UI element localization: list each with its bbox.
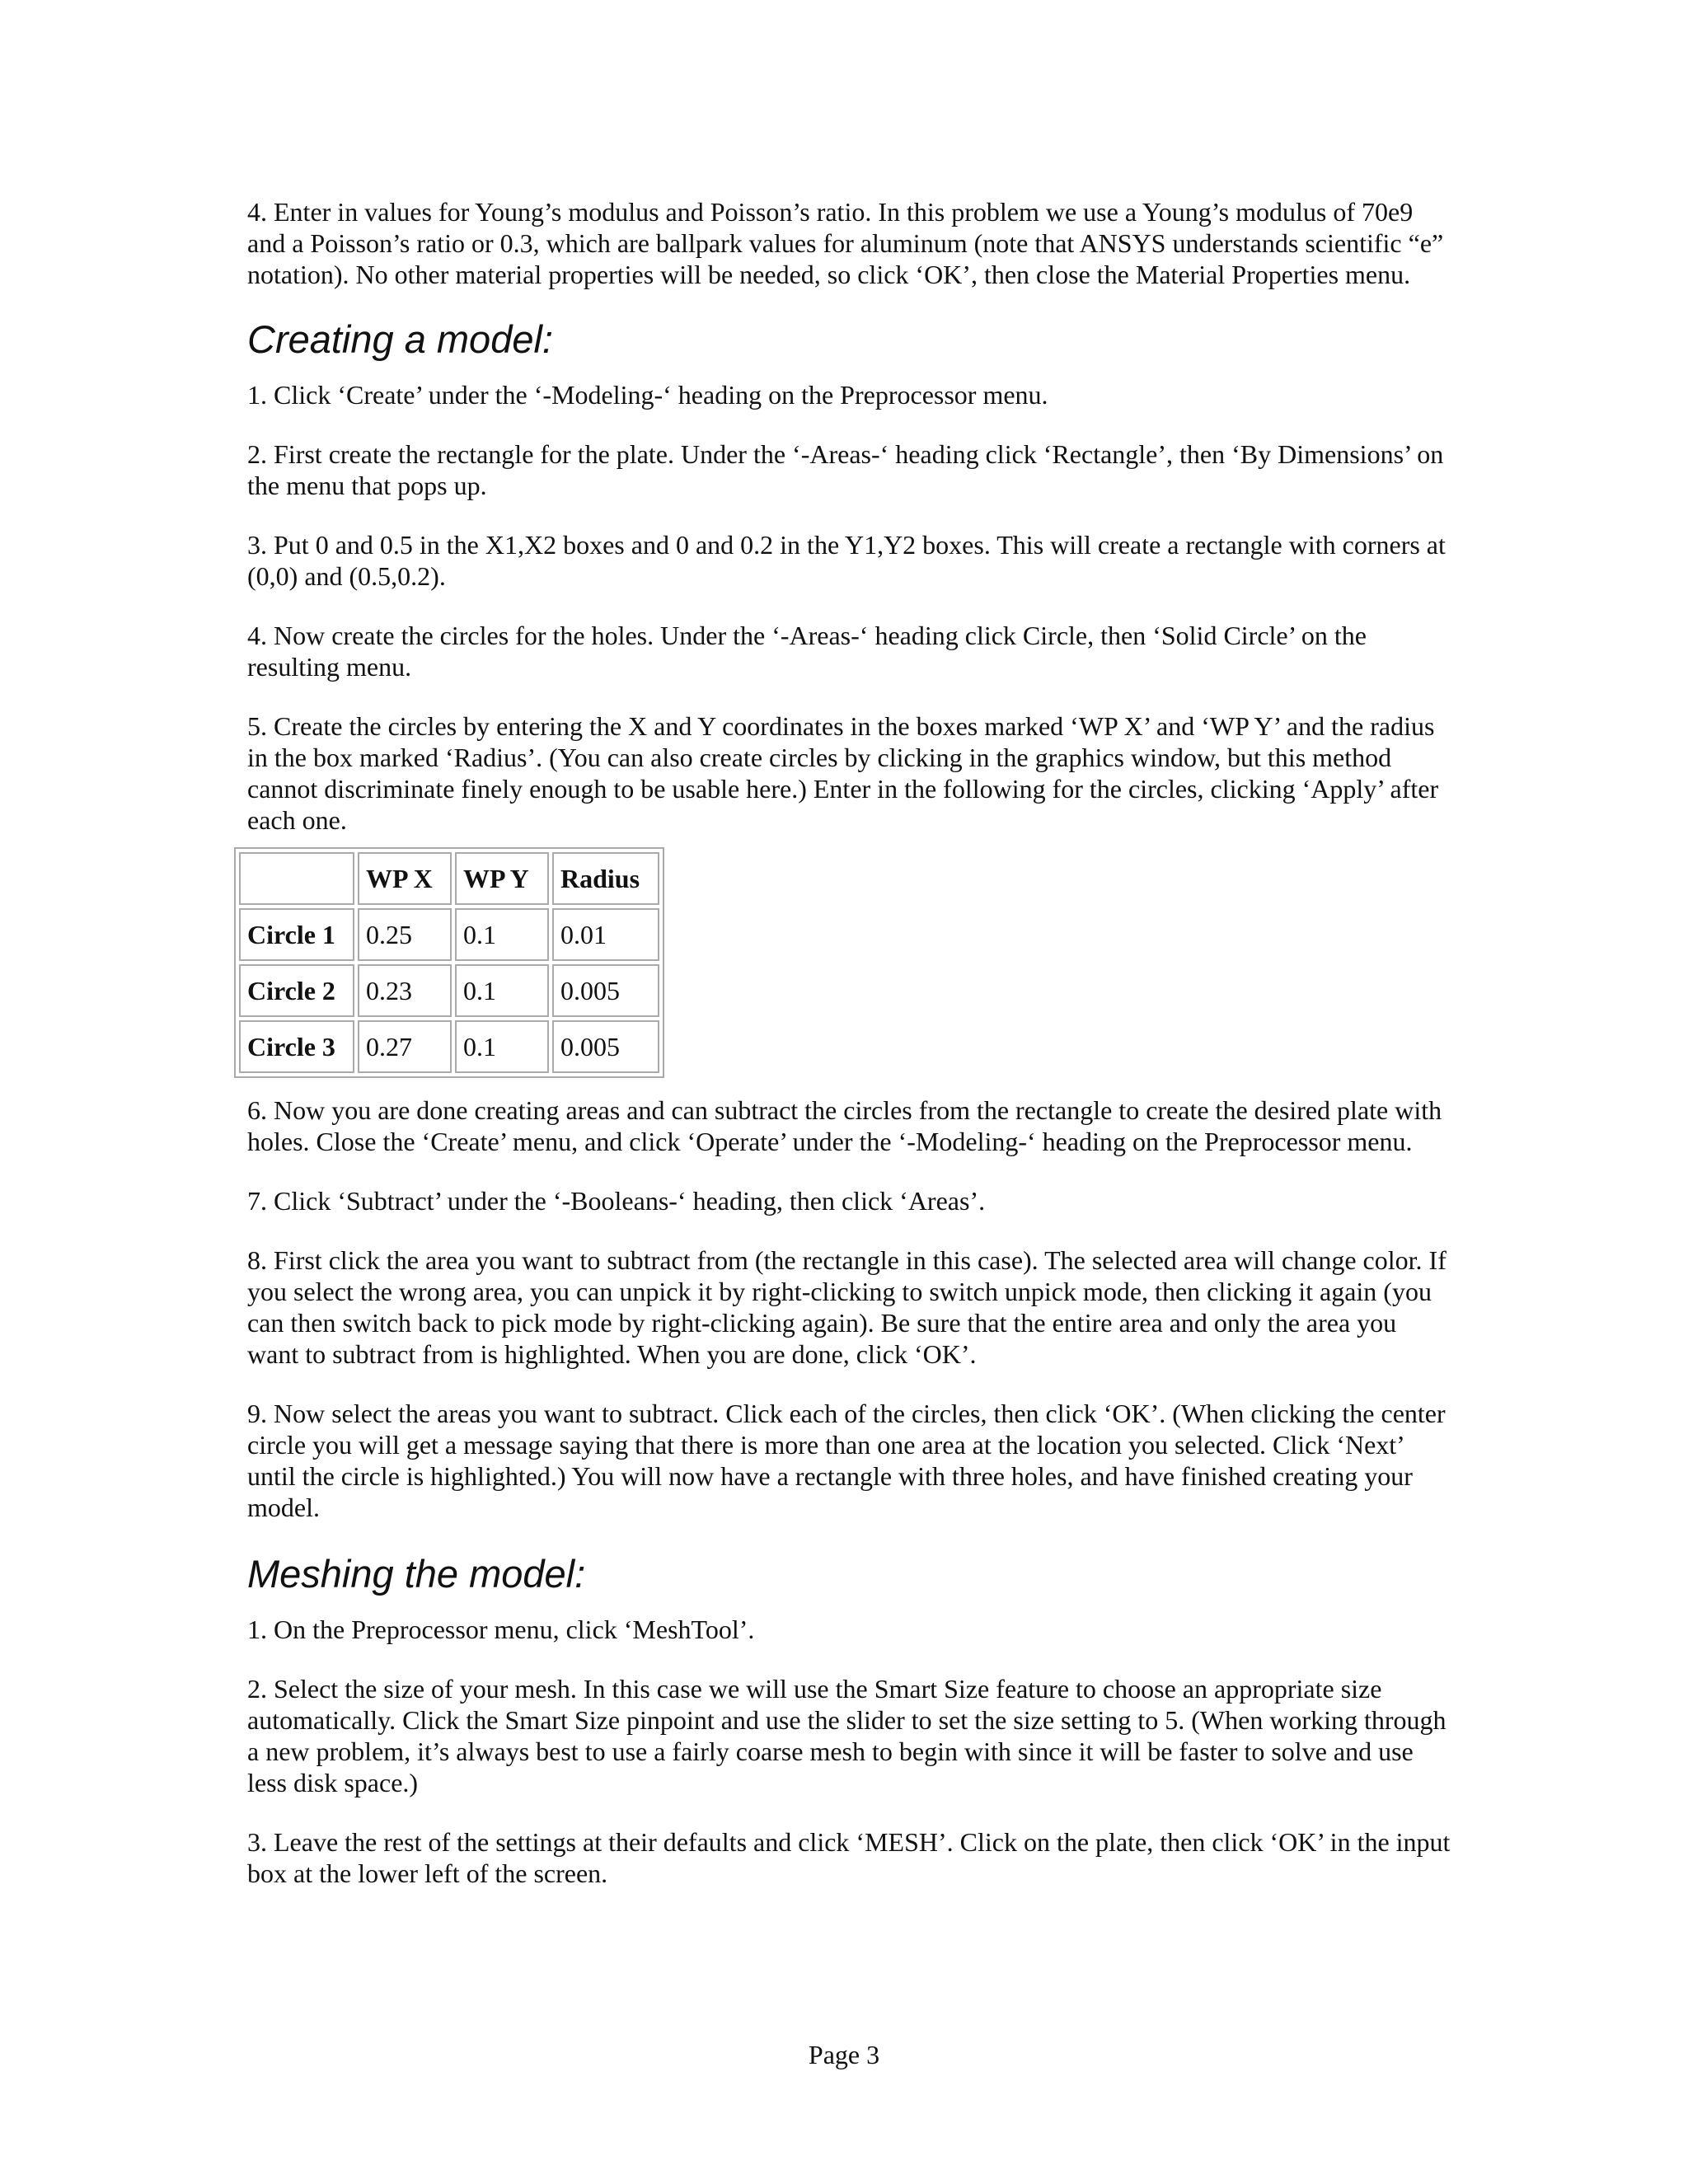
- meshing-steps: [247, 1614, 1451, 1889]
- step-paragraph: 2. Select the size of your mesh. In this case we will use the Smart Size feature to choose an appropriate size automatically. Click the Smart Size pinpoint and use the slider to set the size setting to 5. (When working through a new problem, it’s always best to use a fairly coarse mesh to begin with since it will be faster to solve and use less disk space.): [247, 1674, 1447, 1797]
- table-row: [239, 964, 659, 1017]
- step-paragraph: 9. Now select the areas you want to subtract. Click each of the circles, then click ‘OK’. (When clicking the center circle you will get a message saying that there is more than one area at the location you selected. Click ‘Next’ until the circle is highlighted.) You will now have a rectangle with three holes, and have finished creating your model.: [247, 1399, 1446, 1522]
- table-cell: 0.01: [552, 908, 659, 961]
- row-header-circle: Circle 3: [239, 1020, 354, 1073]
- row-header-circle: Circle 1: [239, 908, 354, 961]
- column-header-wp-y: WP Y: [455, 852, 549, 905]
- row-header-circle: Circle 2: [239, 964, 354, 1017]
- step-paragraph: 4. Now create the circles for the holes. Under the ‘-Areas-‘ heading click Circle, then ‘Solid Circle’ on the resulting menu.: [247, 621, 1367, 682]
- intro-paragraph: 4. Enter in values for Young’s modulus and Poisson’s ratio. In this problem we use a Young’s modulus of 70e9 and a Poisson’s ratio or 0.3, which are ballpark values for aluminum (note that ANSYS understands scientific “e” notation). No other material properties will be needed, so click ‘OK’, then close the Material Properties menu.: [247, 197, 1444, 289]
- section-heading-creating-model: Creating a model:: [247, 317, 553, 361]
- section-heading-meshing-model: Meshing the model:: [247, 1552, 586, 1596]
- step-paragraph: 7. Click ‘Subtract’ under the ‘-Booleans-‘ heading, then click ‘Areas’.: [247, 1186, 986, 1216]
- table-row: [239, 1020, 659, 1073]
- table-cell: 0.25: [358, 908, 452, 961]
- table-cell: 0.005: [552, 1020, 659, 1073]
- table-row: [239, 908, 659, 961]
- step-paragraph: 3. Put 0 and 0.5 in the X1,X2 boxes and 0 and 0.2 in the Y1,Y2 boxes. This will create a rectangle with corners at (0,0) and (0.5,0.2).: [247, 530, 1446, 591]
- step-paragraph: 1. On the Preprocessor menu, click ‘MeshTool’.: [247, 1615, 755, 1644]
- step-paragraph: 5. Create the circles by entering the X and Y coordinates in the boxes marked ‘WP X’ and ‘WP Y’ and the radius in the box marked ‘Radius’. (You can also create circles by clicking in the graphics window, but this method cannot discriminate finely enough to be usable here.) Enter in the following for the circles, clicking ‘Apply’ after each one.: [247, 711, 1439, 835]
- circle-coordinates-table: [234, 847, 664, 1078]
- table-cell: 0.27: [358, 1020, 452, 1073]
- step-paragraph: 8. First click the area you want to subtract from (the rectangle in this case). The selected area will change color. If you select the wrong area, you can unpick it by right-clicking to switch unpick mode, then clicking it again (you can then switch back to pick mode by right-clicking again). Be sure that the entire area and only the area you want to subtract from is highlighted. When you are done, click ‘OK’.: [247, 1245, 1447, 1369]
- table-cell: 0.1: [455, 908, 549, 961]
- subtract-steps: [247, 1094, 1451, 1523]
- table-header-row: [239, 852, 659, 905]
- table-cell: 0.23: [358, 964, 452, 1017]
- page-number: Page 3: [808, 2040, 880, 2069]
- column-header-wp-x: WP X: [358, 852, 452, 905]
- step-paragraph: 1. Click ‘Create’ under the ‘-Modeling-‘ heading on the Preprocessor menu.: [247, 380, 1048, 410]
- page-content: [247, 196, 1451, 1917]
- table-corner-cell: [239, 852, 354, 905]
- column-header-radius: Radius: [552, 852, 659, 905]
- step-paragraph: 3. Leave the rest of the settings at their defaults and click ‘MESH’. Click on the plate, then click ‘OK’ in the input box at the lower left of the screen.: [247, 1827, 1451, 1888]
- table-cell: 0.1: [455, 964, 549, 1017]
- creating-model-steps: [247, 379, 1451, 836]
- step-paragraph: 2. First create the rectangle for the plate. Under the ‘-Areas-‘ heading click ‘Rectangle’, then ‘By Dimensions’ on the menu that pops up.: [247, 439, 1444, 500]
- table-cell: 0.005: [552, 964, 659, 1017]
- table-cell: 0.1: [455, 1020, 549, 1073]
- step-paragraph: 6. Now you are done creating areas and can subtract the circles from the rectangle to create the desired plate with holes. Close the ‘Create’ menu, and click ‘Operate’ under the ‘-Modeling-‘ heading on the Preprocessor menu.: [247, 1095, 1442, 1156]
